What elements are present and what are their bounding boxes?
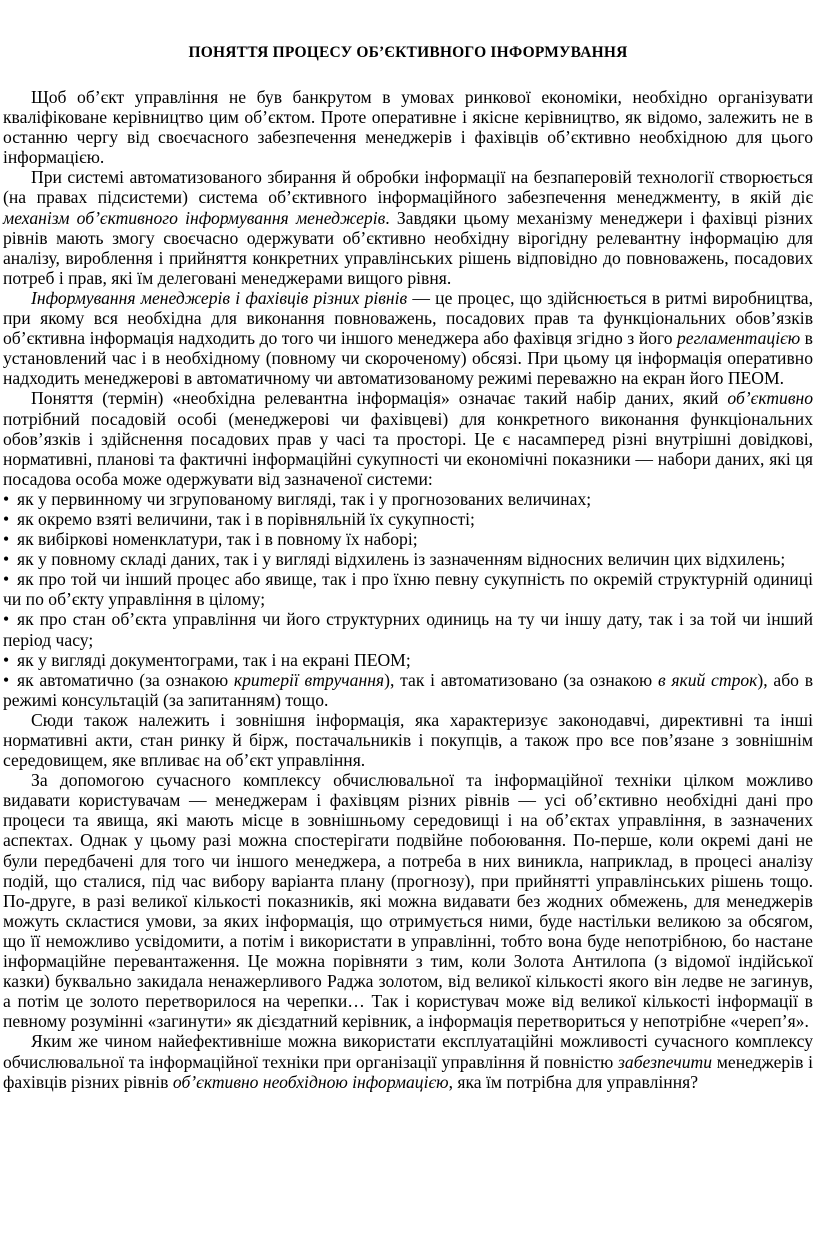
list-item-last-text-b: ), так і автоматизовано (за ознакою <box>384 669 658 690</box>
list-item-text: як окремо взяті величини, так і в порівняльній їх сукупності; <box>17 508 475 529</box>
list-item <box>3 650 813 670</box>
page-title: ПОНЯТТЯ ПРОЦЕСУ ОБ’ЄКТИВНОГО ІНФОРМУВАННЯ <box>188 44 628 61</box>
bullet-icon: • <box>3 529 10 550</box>
bullet-icon: • <box>3 549 10 570</box>
list-item-last-emphasis-1: критерії втручання <box>233 669 385 690</box>
list-item-text: як про стан об’єкта управління чи його структурних одиниць на ту чи іншу дату, так і за той чи інший період часу; <box>3 609 813 650</box>
list-item <box>3 609 813 649</box>
document-body <box>3 87 813 1092</box>
paragraph-4-text-a: Поняття (термін) «необхідна релевантна інформація» означає такий набір даних, який <box>31 388 728 409</box>
paragraph-7-text-c: , яка їм потрібна для управління? <box>448 1071 699 1092</box>
list-item-last-text-a: як автоматично (за ознакою <box>17 669 234 690</box>
list-item <box>3 529 813 549</box>
list-item-last-text-c: ), або в режимі консультацій (за запитанням) тощо. <box>3 669 814 710</box>
bullet-icon: • <box>3 508 10 529</box>
list-item-text: як у первинному чи згрупованому вигляді, так і у прогнозованих величинах; <box>17 488 592 509</box>
paragraph-7 <box>3 1031 813 1091</box>
list-item <box>3 549 813 569</box>
paragraph-2-text-b: . Завдяки цьому механізму менеджери і фахівці різних рівнів мають змогу своєчасно одержувати об’єктивно необхідну вірогідну релевантну інформацію для аналізу, вироблення і прийняття конкретних управлінських рішень відповідно до повноважень, посадових потреб і прав, які їм делеговані менеджерами вищого рівня. <box>3 207 813 288</box>
list-item <box>3 509 813 529</box>
list-item-text: як вибіркові номенклатури, так і в повному їх наборі; <box>17 529 418 550</box>
paragraph-4-emphasis: об’єктивно <box>727 388 813 409</box>
bullet-icon: • <box>3 488 10 509</box>
paragraph-7-text-b: менеджерів і фахівців різних рівнів <box>3 1051 814 1092</box>
paragraph-3-text-b: в установлений час і в необхідному (повному чи скороченому) обсязі. При цьому ця інформація оперативно надходить менеджерові в автоматичному чи автоматизованому режимі переважно на екран його ПЕОМ. <box>3 328 813 389</box>
list-item-text: як у вигляді документограми, так і на екрані ПЕОМ; <box>17 649 411 670</box>
list-item <box>3 569 813 609</box>
paragraph-3 <box>3 288 813 388</box>
paragraph-3-emphasis-2: регламентацією <box>677 328 801 349</box>
list-item-text: як у повному складі даних, так і у вигляді відхилень із зазначенням відносних величин цих відхилень; <box>17 549 786 570</box>
paragraph-7-emphasis-1: забезпечити <box>618 1051 713 1072</box>
list-item-text: як про той чи інший процес або явище, так і про їхню певну сукупність по окремій структурній одиниці чи по об’єкту управління в цілому; <box>3 569 813 610</box>
paragraph-1: Щоб об’єкт управління не був банкрутом в умовах ринкової економіки, необхідно організувати кваліфіковане керівництво цим об’єктом. Проте оперативне і якісне керівництво, як відомо, залежить не в останню чергу від своєчасного забезпечення менеджерів і фахівців об’єктивно необхідною для цього інформацією. <box>3 87 813 168</box>
paragraph-7-emphasis-2: об’єктивно необхідною інформацією <box>172 1071 449 1092</box>
bullet-icon: • <box>3 649 10 670</box>
bullet-icon: • <box>3 669 10 690</box>
paragraph-7-text-a: Яким же чином найефективніше можна використати експлуатаційні можливості сучасного комплексу обчислювальної та інформаційної техніки при організації управління й повністю <box>3 1031 813 1072</box>
paragraph-4 <box>3 388 813 488</box>
bullet-list <box>3 489 813 670</box>
paragraph-5: Сюди також належить і зовнішня інформація, яка характеризує законодавчі, директивні та інші нормативні акти, стан ринку й бірж, постачальників і покупців, а також про все пов’язане з зовнішнім середовищем, яке впливає на об’єкт управління. <box>3 709 813 771</box>
paragraph-3-emphasis-1: Інформування менеджерів і фахівців різних рівнів <box>31 287 408 308</box>
paragraph-4-text-b: потрібний посадовій особі (менеджерові чи фахівцеві) для конкретного виконання функціональних обов’язків і здійснення посадових прав у часі та просторі. Це є насамперед різні внутрішні довідкові, нормативні, планові та фактичні інформаційні сукупності чи економічні показники — набори даних, які ця посадова особа може одержувати від зазначеної системи: <box>3 408 813 489</box>
paragraph-2-text-a: При системі автоматизованого збирання й обробки інформації на безпаперовій технології створюється (на правах підсистеми) система об’єктивного інформаційного забезпечення менеджменту, в якій діє <box>3 167 813 208</box>
paragraph-2 <box>3 167 813 288</box>
list-item-last <box>3 670 813 710</box>
paragraph-2-emphasis: механізм об’єктивного інформування менеджерів <box>3 207 386 228</box>
list-item-last-emphasis-2: в який строк <box>657 669 758 690</box>
list-item <box>3 489 813 509</box>
bullet-icon: • <box>3 609 10 630</box>
bullet-icon: • <box>3 569 10 590</box>
paragraph-3-text-a: — це процес, що здійснюється в ритмі виробництва, при якому вся необхідна для виконання повноважень, посадових прав та функціональних обов’язків об’єктивна інформація надходить до того чи іншого менеджера або фахівця згідно з його <box>3 287 813 349</box>
paragraph-6: За допомогою сучасного комплексу обчислювальної та інформаційної техніки цілком можливо видавати користувачам — менеджерам і фахівцям різних рівнів — усі об’єктивно необхідні дані про процеси та явища, які мають місце в зовнішньому середовищі і на об’єктах управління, в зазначених аспектах. Однак у цьому разі можна спостерігати подвійне побоювання. По-перше, коли окремі дані не були передбачені для того чи іншого менеджера, а потреба в них виникла, наприклад, в процесі аналізу подій, що сталися, під час вибору варіанта плану (прогнозу), при прийнятті управлінських рішень тощо. По-друге, в разі великої кількості показників, які можна видавати без жодних обмежень, для менеджерів можуть скластися умови, за яких інформація, що отримується ними, буде настільки великою за обсягом, що її неможливо усвідомити, а потім і використати в управлінні, тобто вона буде непотрібною, бо настане інформаційне перевантаження. Це можна порівняти з тим, коли Золота Антилопа (з відомої індійської казки) буквально закидала ненажерливого Раджа золотом, від великої кількості якого він ледве не загинув, а потім це золото перетворилося на черепки… Так і користувач може від великої кількості інформації в певному розумінні «загинути» як дієздатний керівник, а інформація перетвориться у непотрібне «череп’я». <box>3 770 813 1032</box>
